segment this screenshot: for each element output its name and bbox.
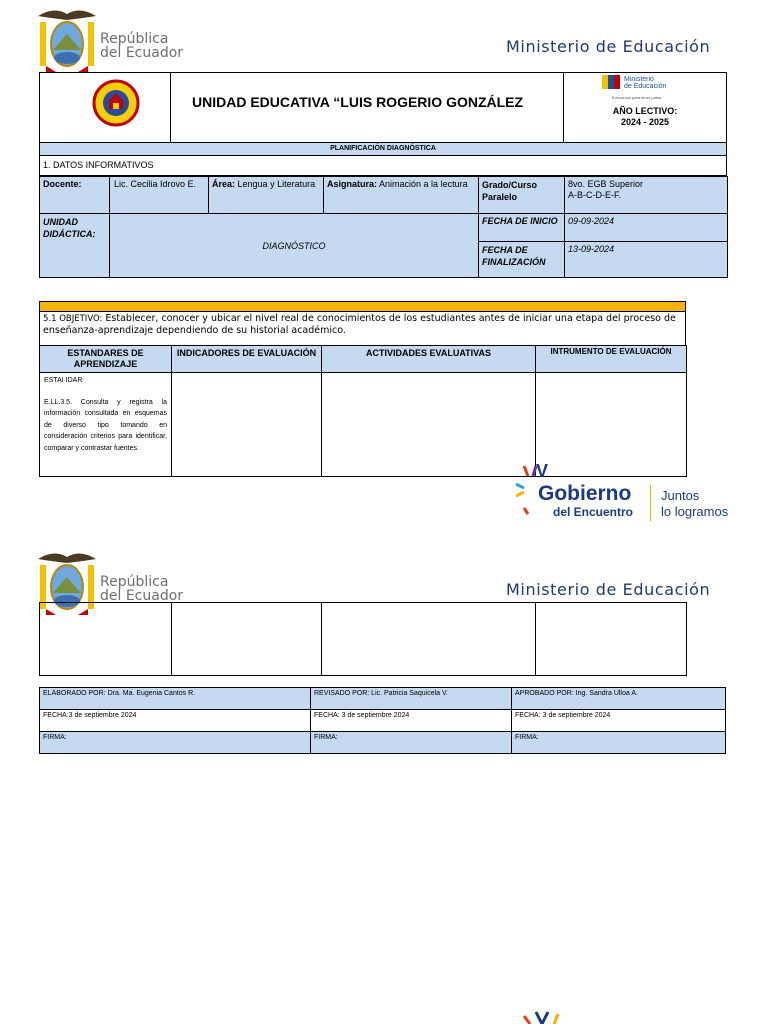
datos-title-text: 1. DATOS INFORMATIVOS	[43, 160, 154, 170]
col-indicadores: INDICADORES DE EVALUACIÓN	[176, 348, 317, 358]
datos-table	[39, 176, 728, 278]
indicadores-cell	[172, 373, 322, 477]
asignatura-label: Asignatura:	[327, 179, 378, 189]
cont-cell-1	[40, 603, 172, 676]
ano-lectivo-value: 2024 - 2025	[620, 117, 670, 127]
instrumento-cell	[536, 373, 687, 477]
cont-cell-3	[322, 603, 536, 676]
ministerio-wordmark: Ministerio de Educación	[506, 37, 711, 56]
gobierno-wordmark: Gobierno	[538, 482, 632, 505]
estandar-head: ESTAI IDAR	[44, 377, 83, 384]
col-instrumento: INTRUMENTO DE EVALUACIÓN	[550, 347, 672, 356]
fecha-aprobado: FECHA: 3 de septiembre 2024	[515, 712, 611, 719]
fecha-inicio-label: FECHA DE INICIO	[482, 216, 558, 226]
estandar-text: E.LL.3.5. Consulta y registra la información consultada en esquemas de diverso tipo tomando en consideración criterios para identificar, comparar y contrastar fuentes.	[44, 398, 167, 452]
gobierno-v-icon: V	[536, 461, 549, 481]
school-header-box	[39, 72, 727, 143]
cont-cell-2	[172, 603, 322, 676]
docente-value: Lic. Cecilia Idrovo E.	[114, 179, 197, 189]
cont-cell-4	[536, 603, 687, 676]
juntos-text: Juntos	[661, 488, 700, 503]
objetivo-table	[39, 345, 687, 477]
school-name: UNIDAD EDUCATIVA “LUIS ROGERIO GONZÁLEZ	[192, 94, 524, 110]
logo-ministerio-line1: Ministerio	[624, 76, 654, 83]
area-value: Lengua y Literatura	[237, 179, 316, 189]
school-seal-icon	[92, 79, 140, 127]
docente-label: Docente:	[43, 179, 82, 189]
gobierno-logo-partial-icon	[520, 1008, 570, 1024]
ministerio-wordmark-page2: Ministerio de Educación	[506, 580, 711, 599]
col-estandares: ESTANDARES DE APRENDIZAJE	[67, 348, 144, 369]
firmas-table	[39, 687, 726, 754]
planificacion-title-bar	[39, 143, 727, 156]
unidad-label: UNIDAD DIDÁCTICA:	[43, 217, 96, 239]
firma-aprobado: FIRMA:	[515, 734, 539, 741]
del-encuentro-wordmark: del Encuentro	[553, 505, 634, 519]
fecha-fin-label: FECHA DE FINALIZACIÓN	[482, 245, 546, 267]
lo-logramos-text: lo logramos	[661, 504, 729, 519]
elaborado-por: ELABORADO POR: Dra. Ma. Eugenia Cantos R.	[43, 690, 196, 697]
fecha-revisado: FECHA: 3 de septiembre 2024	[314, 712, 410, 719]
republica-wordmark: República del Ecuador	[100, 31, 184, 61]
fecha-fin-value: 13-09-2024	[568, 244, 615, 254]
datos-section-title	[39, 156, 727, 176]
grado-value-2: A-B-C-D-E-F.	[568, 190, 621, 200]
coat-of-arms-icon	[34, 6, 100, 76]
planificacion-title: PLANIFICACIÓN DIAGNÓSTICA	[330, 145, 436, 152]
col-actividades: ACTIVIDADES EVALUATIVAS	[365, 348, 491, 358]
continuation-table	[39, 602, 687, 676]
logo-tagline: Educamos para tener patria	[612, 95, 662, 100]
firma-revisado: FIRMA:	[314, 734, 338, 741]
unidad-value: DIAGNÓSTICO	[262, 240, 326, 251]
actividades-cell	[322, 373, 536, 477]
grado-value-1: 8vo. EGB Superior	[568, 179, 644, 189]
asignatura-value: Animación a la lectura	[379, 179, 468, 189]
aprobado-por: APROBADO POR: Ing. Sandra Ulloa A.	[515, 690, 638, 697]
grado-label: Grado/Curso Paralelo	[482, 180, 538, 202]
objetivo-box	[39, 311, 686, 346]
objetivo-label: 5.1 OBJETIVO:	[43, 314, 103, 324]
area-label: Área:	[212, 179, 236, 189]
ano-lectivo-label: AÑO LECTIVO:	[612, 106, 678, 116]
fecha-inicio-value: 09-09-2024	[568, 216, 615, 226]
revisado-por: REVISADO POR: Lic. Patricia Saquicela V.	[314, 690, 448, 697]
fecha-elaborado: FECHA:3 de septiembre 2024	[43, 712, 137, 719]
logo-ministerio-line2: de Educación	[624, 83, 667, 90]
firma-elaborado: FIRMA:	[43, 734, 67, 741]
objetivo-text: Establecer, conocer y ubicar el nivel real de conocimientos de los estudiantes antes de iniciar una etapa del proceso de enseñanza-aprendizaje dependiendo de su historial académico.	[43, 313, 676, 336]
republica-wordmark-page2: República del Ecuador	[100, 574, 184, 604]
